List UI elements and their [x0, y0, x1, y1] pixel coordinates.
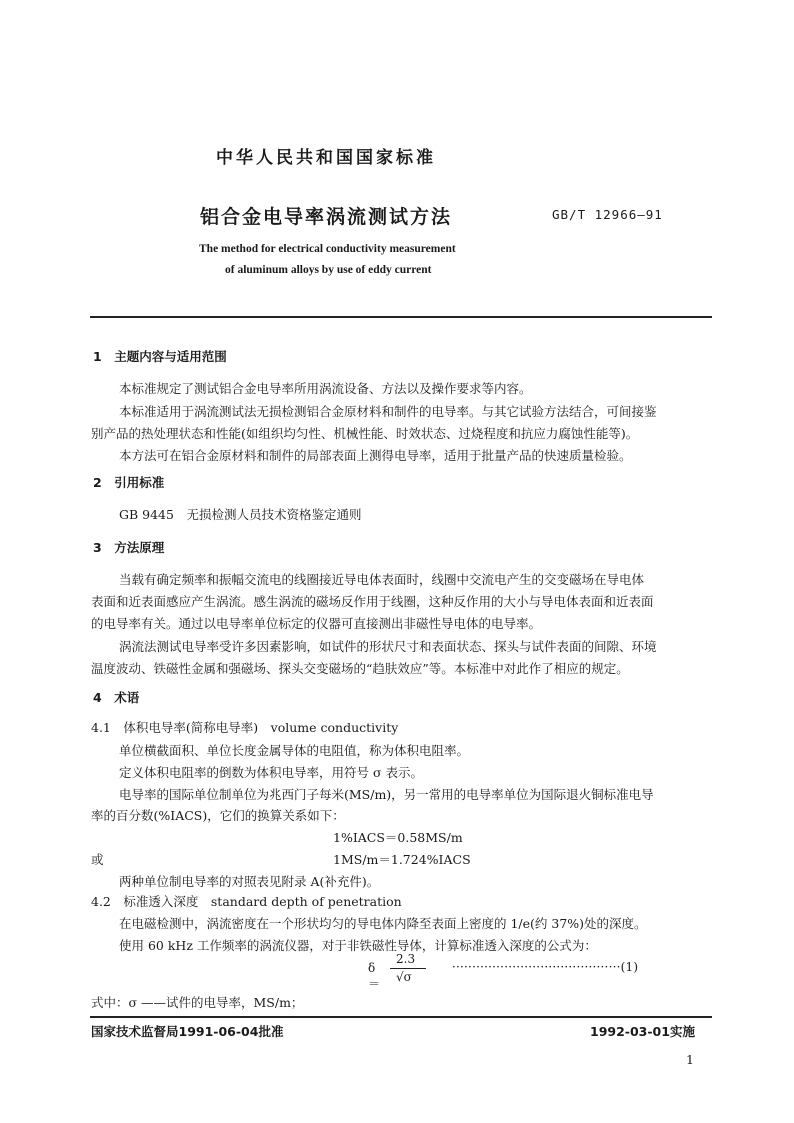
section-3-para-1-line-3: 的电导率有关。通过以电导率单位标定的仪器可直接测出非磁性导电体的电导率。	[91, 616, 542, 631]
standard-code: GB/T 12966—91	[552, 207, 663, 222]
formula-lhs: δ ＝	[368, 961, 381, 991]
term-4-1-heading: 4.1 体积电导率(简称电导率) volume conductivity	[91, 720, 399, 735]
term-4-1-para-4: 两种单位制电导率的对照表见附录 A(补充件)。	[119, 874, 380, 889]
section-1-para-3: 本方法可在铝合金原材料和制件的局部表面上测得电导率，适用于批量产品的快速质量检验。	[119, 448, 632, 463]
conversion-equation-2: 1MS/m＝1.724%IACS	[333, 852, 471, 867]
section-3-para-1-line-1: 当载有确定频率和振幅交流电的线圈接近导电体表面时，线圈中交流电产生的交变磁场在导电体	[119, 572, 645, 587]
term-4-1-para-2: 定义体积电阻率的倒数为体积电导率，用符号 σ 表示。	[119, 765, 423, 780]
term-4-1-para-1: 单位横截面积、单位长度金属导体的电阻值，称为体积电阻率。	[119, 743, 470, 758]
document-title: 铝合金电导率涡流测试方法	[200, 206, 453, 228]
document-country-heading: 中华人民共和国国家标准	[216, 148, 436, 168]
section-3-para-2-line-2: 温度波动、铁磁性金属和强磁场、探头交变磁场的“趋肤效应”等。本标准中对此作了相应的规定。	[91, 661, 629, 676]
term-4-2-para-1: 在电磁检测中，涡流密度在一个形状均匀的导电体内降至表面上密度的 1/e(约 37%)处的深度。	[119, 916, 647, 931]
header-divider	[90, 316, 712, 318]
formula-number: ··········································(1)	[452, 960, 639, 974]
section-1-heading: 1 主题内容与适用范围	[93, 349, 227, 364]
fraction-bar	[390, 968, 426, 969]
term-4-2-heading: 4.2 标准透入深度 standard depth of penetration	[91, 894, 402, 909]
term-4-2-para-2: 使用 60 kHz 工作频率的涡流仪器，对于非铁磁性导体，计算标准透入深度的公式为：	[119, 938, 597, 953]
section-3-para-1-line-2: 表面和近表面感应产生涡流。感生涡流的磁场反作用于线圈，这种反作用的大小与导电体表面和近表面	[91, 594, 654, 609]
section-1-para-2-line-1: 本标准适用于涡流测试法无损检测铝合金原材料和制件的电导率。与其它试验方法结合，可间接鉴	[119, 404, 657, 419]
footer-divider	[90, 1016, 712, 1018]
conversion-equation-1: 1%IACS＝0.58MS/m	[333, 830, 463, 845]
section-4-heading: 4 术语	[93, 690, 140, 705]
term-4-1-para-3-line-1: 电导率的国际单位制单位为兆西门子每米(MS/m)，另一常用的电导率单位为国际退火铜标准电导	[119, 787, 654, 802]
approval-date: 国家技术监督局1991-06-04批准	[91, 1024, 284, 1039]
page-number: 1	[686, 1052, 694, 1067]
section-3-heading: 3 方法原理	[93, 540, 165, 555]
english-title-line-2: of aluminum alloys by use of eddy current	[225, 264, 432, 276]
term-4-1-para-3-line-2: 率的百分数(%IACS)，它们的换算关系如下：	[91, 808, 345, 823]
section-3-para-2-line-1: 涡流法测试电导率受许多因素影响，如试件的形状尺寸和表面状态、探头与试件表面的间隙、环境	[119, 639, 657, 654]
or-label: 或	[91, 852, 104, 867]
formula-denominator: √σ	[396, 970, 412, 984]
formula-numerator: 2.3	[396, 952, 416, 966]
section-2-reference: GB 9445 无损检测人员技术资格鉴定通则	[119, 507, 362, 522]
section-2-heading: 2 引用标准	[93, 475, 165, 490]
english-title-line-1: The method for electrical conductivity measurement	[199, 243, 456, 255]
section-1-para-2-line-2: 别产品的热处理状态和性能(如组织均匀性、机械性能、时效状态、过烧程度和抗应力腐蚀性能等)。	[91, 426, 639, 441]
effective-date: 1992-03-01实施	[590, 1024, 695, 1039]
formula-where-clause: 式中：σ ——试件的电导率，MS/m；	[91, 995, 304, 1010]
section-1-para-1: 本标准规定了测试铝合金电导率所用涡流设备、方法以及操作要求等内容。	[119, 381, 532, 396]
